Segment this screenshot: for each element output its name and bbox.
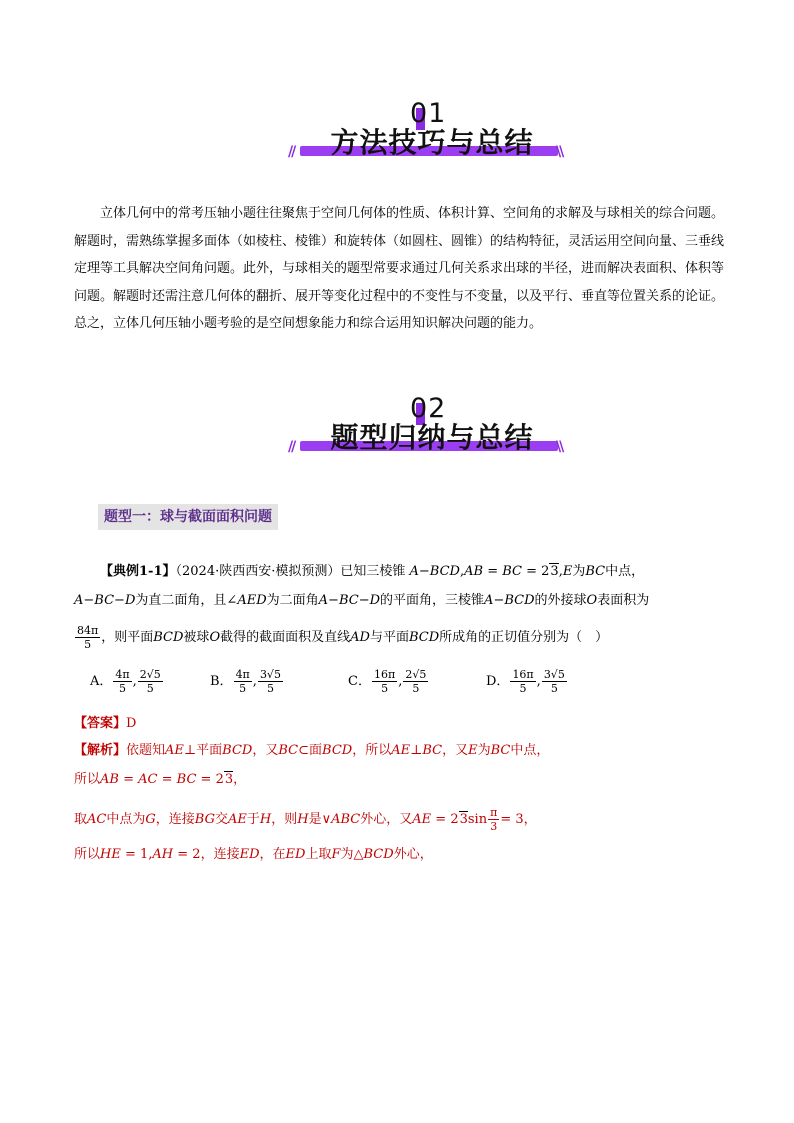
right-slash-mark: \\ [556,439,563,455]
right-slash-mark: \\ [556,144,563,160]
analysis-line-2: 所以AB = AC = BC = 23， [74,772,247,787]
section-title: 方法技巧与总结 [330,126,534,159]
section-header-2 [0,393,794,463]
example-line-3: $\frac{84\pi}{5}$ ，则平面BCD被球O截得的截面面积及直线AD与平面BCD所成角的正切值分别为（ ） [77,624,609,651]
fraction-84pi-5: $\frac{84\pi}{5}$ [77,624,99,651]
example-line-2: A−BC−D为直二面角，且∠AED为二面角A−BC−D的平面角，三棱锥A−BCD的外接球O表面积为 [74,593,650,608]
option-b[interactable]: B． $\frac{4\pi}{5}$ , $\frac{3√5}{5}$ [210,668,281,695]
example-label: 【典例1-1】 [100,564,176,579]
answer-label: 【答案】 [74,716,127,731]
intro-paragraph: 立体几何中的常考压轴小题往往聚焦于空间几何体的性质、体积计算、空间角的求解及与球相关的综合问题。解题时，需熟练掌握多面体（如棱柱、棱锥）和旋转体（如圆柱、圆锥）的结构特征，灵活运用空间向量、三垂线定理等工具解决空间角问题。此外，与球相关的题型常要求通过几何关系求出球的半径，进而解决表面积、体积等问题。解题时还需注意几何体的翻折、展开等变化过程中的不变性与不变量，以及平行、垂直等位置关系的论证。总之，立体几何压轴小题考验的是空间想象能力和综合运用知识解决问题的能力。 [74,206,725,331]
left-slash-mark: // [288,144,295,160]
option-c[interactable]: C． $\frac{16\pi}{5}$ , $\frac{2√5}{5}$ [348,668,427,695]
question-type-heading: 题型一：球与截面面积问题 [98,504,278,530]
example-line-1: 【典例1-1】（2024·陕西西安·模拟预测）已知三棱锥 A−BCD,AB = BC = 23,E为BC中点， [100,564,645,579]
section-number: 02 [410,393,447,424]
section-title: 题型归纳与总结 [330,421,534,454]
section-header-1 [0,98,794,168]
section-title-block [300,419,550,459]
left-slash-mark: // [288,439,295,455]
analysis-line-1: 【解析】依题知AE⊥平面BCD，又BC⊂面BCD，所以AE⊥BC，又E为BC中点， [74,743,550,758]
section-title-block [300,124,550,164]
analysis-label: 【解析】 [74,743,127,758]
analysis-line-4: 所以HE = 1,AH = 2，连接ED，在ED上取F为△BCD外心， [74,847,433,862]
answer-line [74,714,136,734]
option-d[interactable]: D． $\frac{16\pi}{5}$ , $\frac{3√5}{5}$ [486,668,565,695]
option-a[interactable]: A． $\frac{4\pi}{5}$ , $\frac{2√5}{5}$ [90,668,161,695]
analysis-line-3: 取AC中点为G，连接BG交AE于H，则H是∨ABC外心，又AE = 23sin $\frac{\pi}{3}$ = 3， [74,806,537,833]
answer-value: D [126,716,137,731]
section-number: 01 [410,98,447,129]
